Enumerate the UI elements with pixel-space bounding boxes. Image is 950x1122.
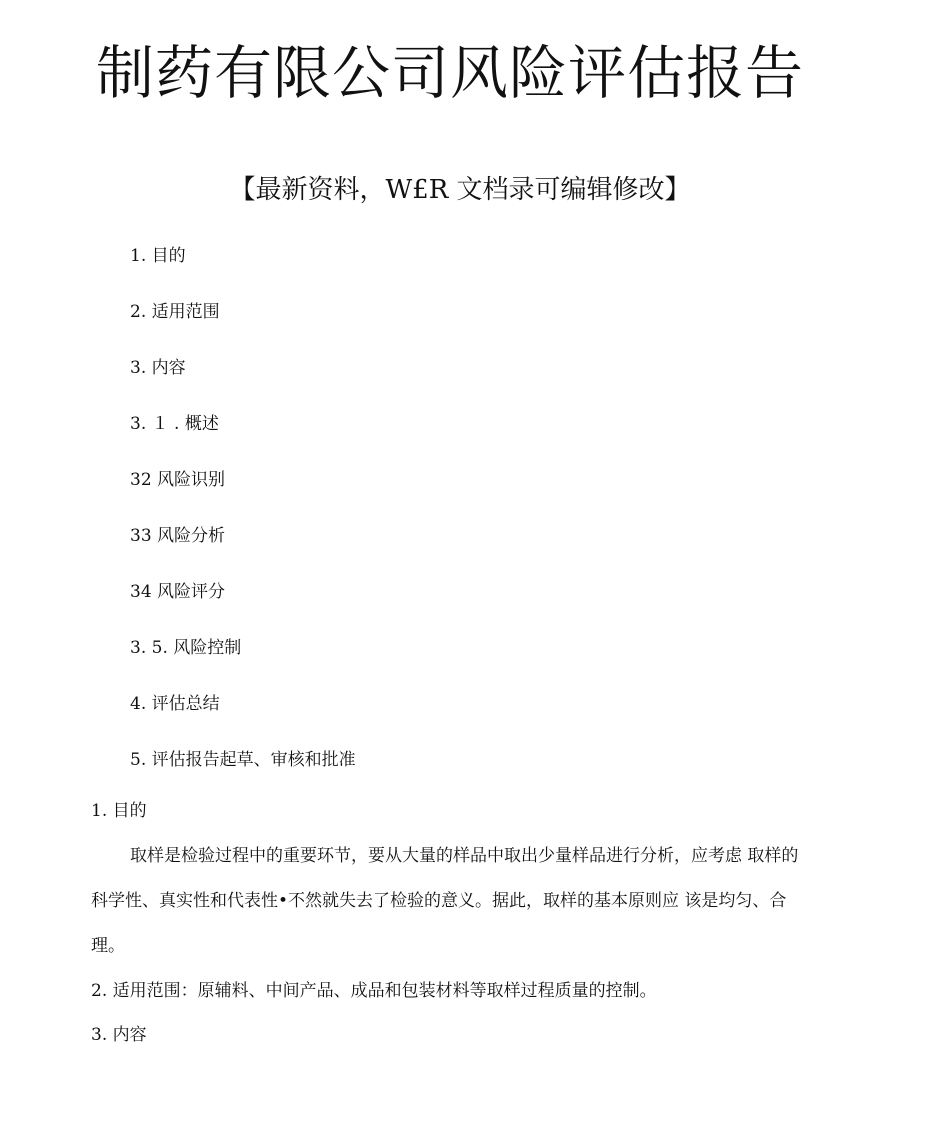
toc-item-risk-control: 3. 5. 风险控制: [130, 638, 242, 658]
section3-heading: 3. 内容: [91, 1025, 147, 1045]
toc-item-content: 3. 内容: [130, 358, 186, 378]
paragraph-line: 理。: [91, 936, 125, 956]
toc-item-overview: 3. １ . 概述: [130, 414, 219, 434]
toc-item-risk-analysis: 33 风险分析: [130, 526, 226, 546]
toc-item-assessment-summary: 4. 评估总结: [130, 694, 220, 714]
toc-item-report-approval: 5. 评估报告起草、审核和批准: [130, 750, 356, 770]
section2-text: 2. 适用范围：原辅料、中间产品、成品和包装材料等取样过程质量的控制。: [91, 981, 657, 1001]
document-title: 制药有限公司风险评估报告: [95, 39, 804, 107]
section1-heading: 1. 目的: [91, 801, 147, 821]
toc-item-risk-scoring: 34 风险评分: [130, 582, 226, 602]
section1-paragraph: [91, 842, 851, 977]
paragraph-line: 科学性、真实性和代表性•不然就失去了检验的意义。据此，取样的基本原则应 该是均匀、合: [91, 891, 787, 911]
toc-item-purpose: 1. 目的: [130, 246, 186, 266]
paragraph-line: 取样是检验过程中的重要环节，要从大量的样品中取出少量样品进行分析，应考虑 取样的: [130, 846, 799, 866]
toc-item-risk-identification: 32 风险识别: [130, 470, 226, 490]
table-of-contents: [130, 242, 356, 802]
toc-item-scope: 2. 适用范围: [130, 302, 220, 322]
document-subtitle: 【最新资料，W£R 文档录可编辑修改】: [229, 175, 691, 205]
